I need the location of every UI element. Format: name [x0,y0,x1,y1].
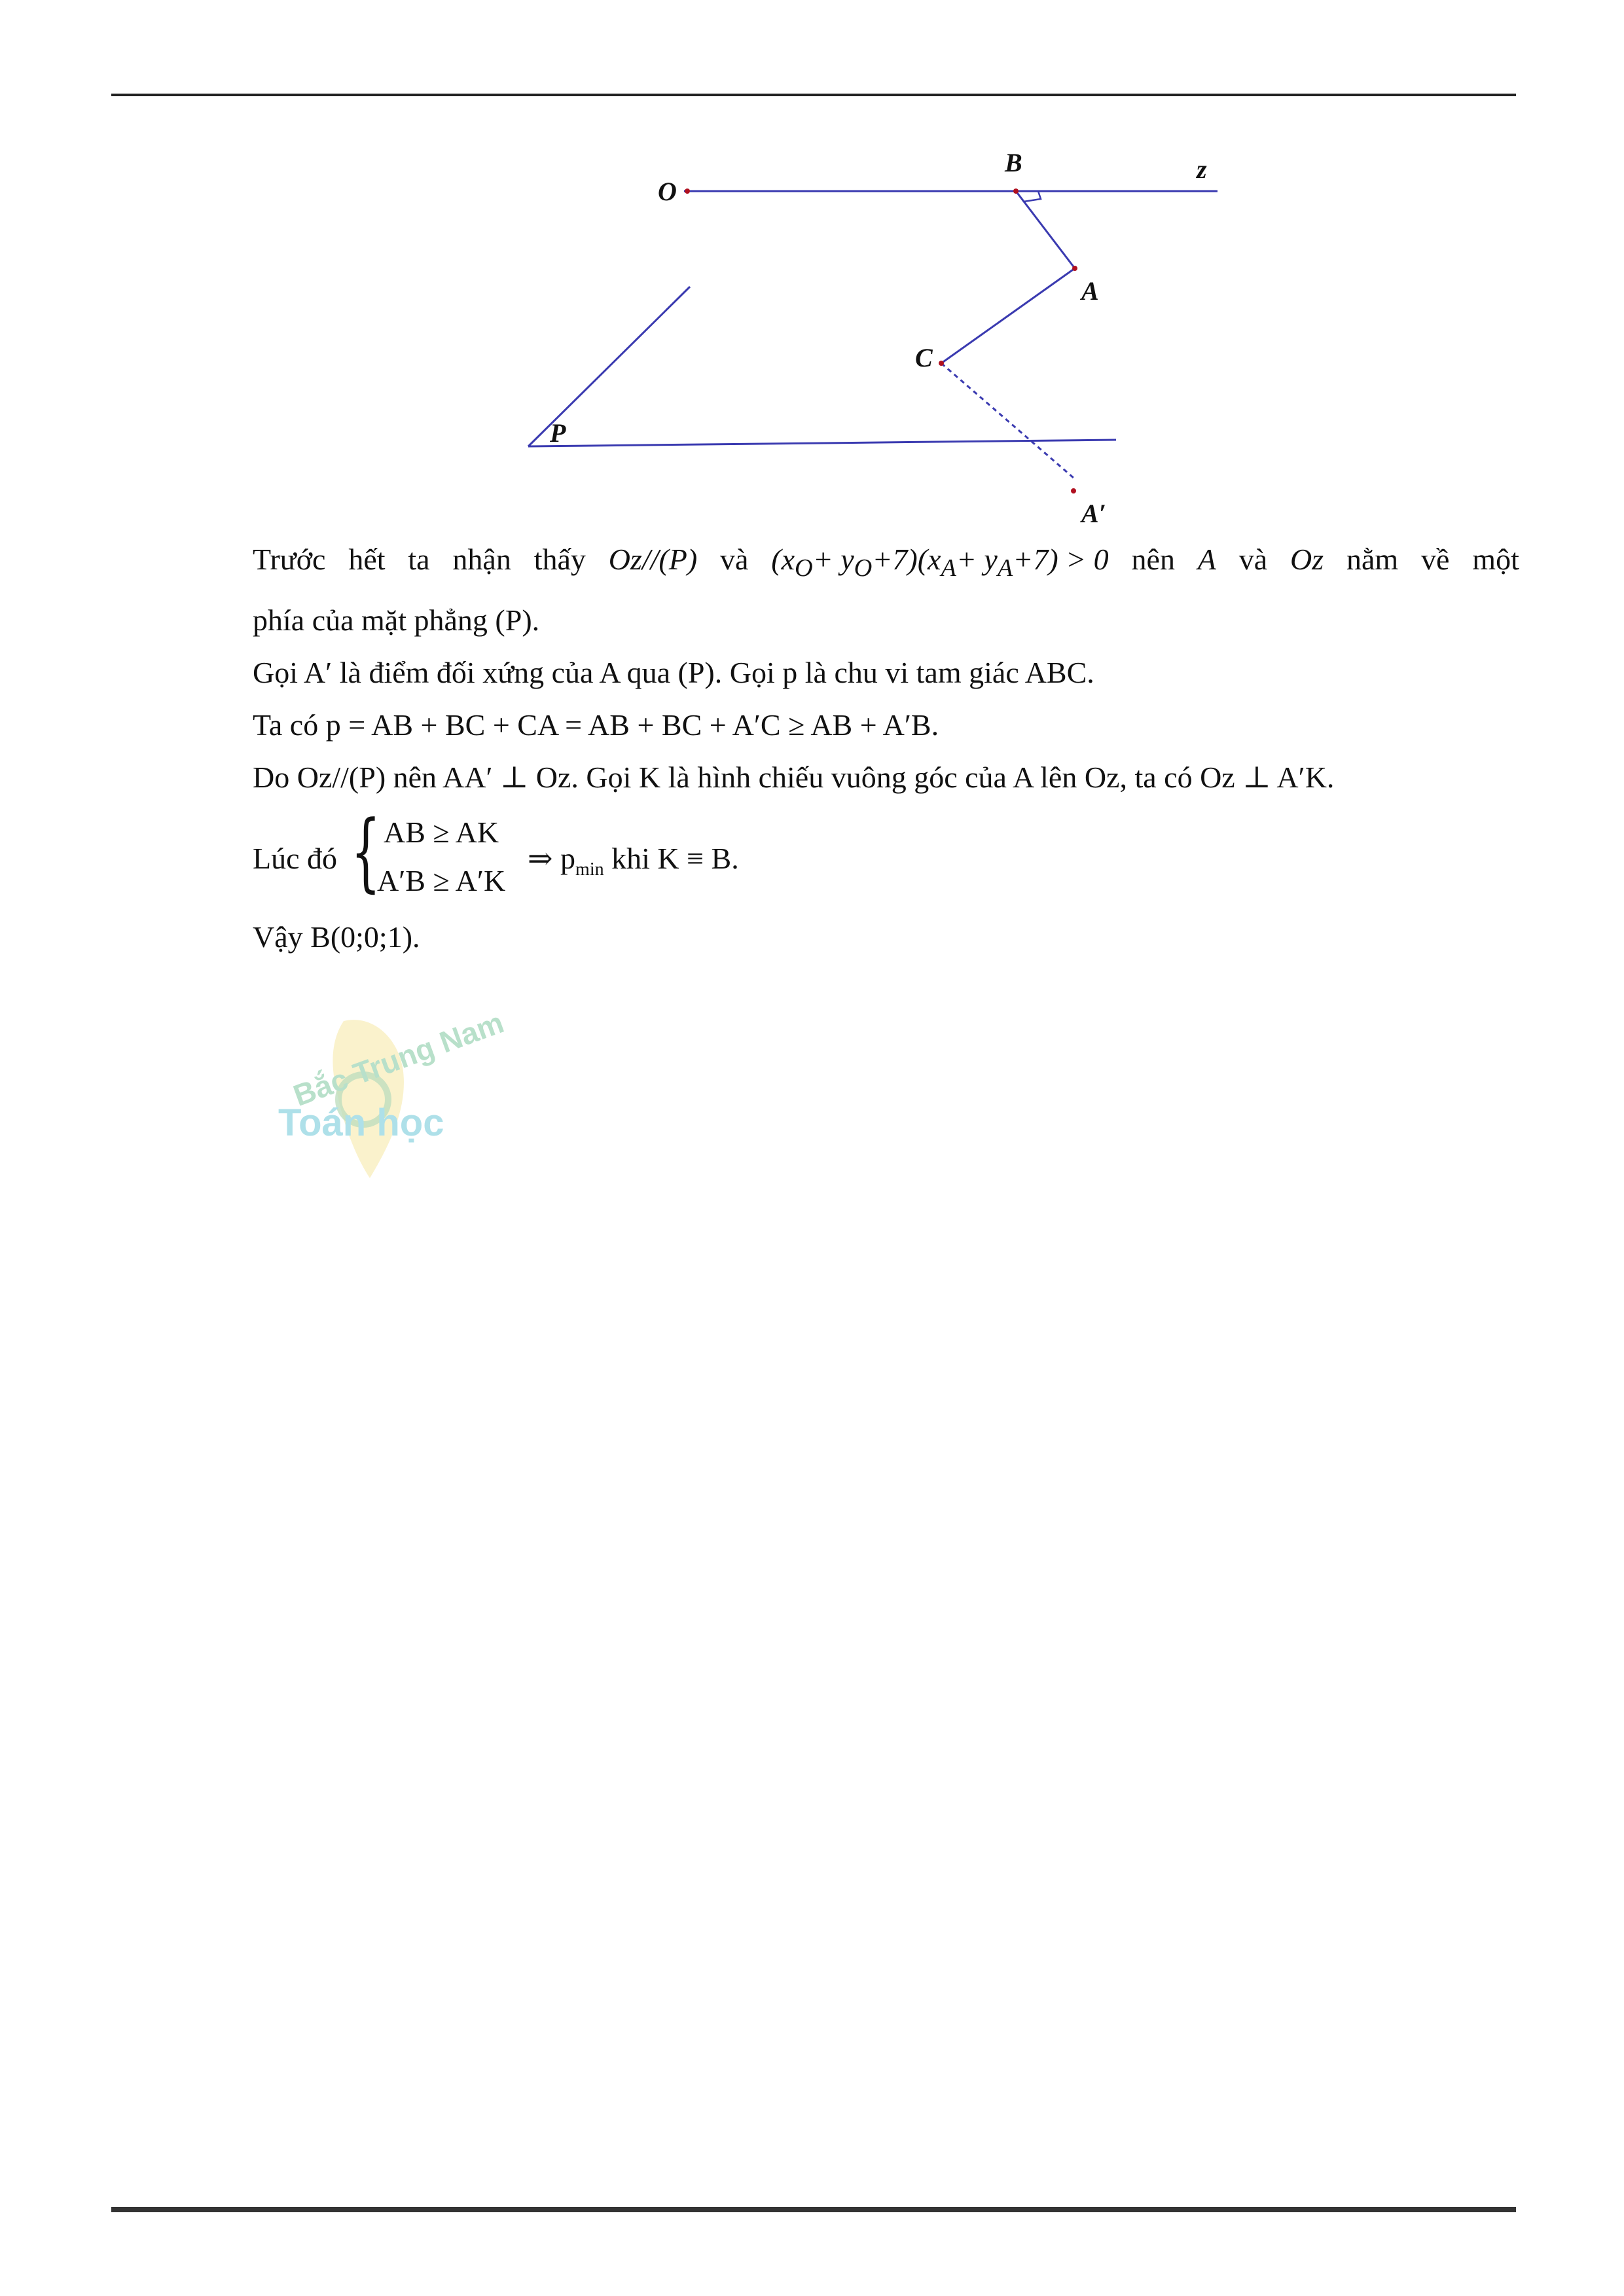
system-brace: { [351,802,381,902]
point-C [939,361,944,366]
figure-svg [497,144,1270,537]
paragraph-6: Vậy B(0;0;1). [253,920,420,954]
plane-P-bottom-edge [528,440,1116,446]
label-P: P [550,418,566,448]
paragraph-1-line-1: Trước hết ta nhận thấy Oz//(P) và $(x_O+ y_O+7)(x_A+ y_A+7) > 0$ nên A và Oz nằm về một [253,543,1519,583]
solution-text [253,533,1519,963]
paragraph-2: Gọi A′ là điểm đối xứng của A qua (P). Gọi p là chu vi tam giác ABC. [253,656,1094,690]
system-row-2: A′B ≥ A′K [377,864,506,898]
label-C: C [915,343,933,372]
paragraph-1-line-2: phía của mặt phẳng (P). [253,603,540,637]
watermark-main-text: Toán học [278,1102,444,1144]
watermark-svg [265,995,509,1191]
label-B: B [1005,148,1022,177]
label-A-prime: A′ [1081,499,1106,528]
paragraph-5-system [253,802,1519,911]
label-z: z [1197,154,1207,184]
segment-CA-prime [941,363,1074,478]
point-A [1072,266,1077,271]
paragraph-3: Ta có p = AB + BC + CA = AB + BC + A′C ≥ AB + A′B. [253,708,939,742]
system-lead: Lúc đó [253,842,338,876]
system-conclusion: ⇒ $p_{min}$ khi K ≡ B. [528,842,739,880]
point-A-prime [1071,488,1076,493]
watermark-logo [265,995,509,1191]
watermark-arc-text: Bắc Trung Nam [289,1005,509,1113]
header-rule [111,94,1516,96]
right-angle-mark [1016,191,1041,202]
segment-AC [941,268,1075,363]
point-B [1013,188,1019,194]
label-O: O [658,177,677,206]
point-O [685,188,690,194]
paragraph-4: Do Oz//(P) nên AA′ ⊥ Oz. Gọi K là hình chiếu vuông góc của A lên Oz, ta có Oz ⊥ A′K. [253,761,1335,795]
system-row-1: AB ≥ AK [384,816,499,850]
geometry-figure [497,144,1270,537]
segment-BA [1016,191,1075,268]
footer-rule [111,2207,1516,2212]
label-A: A [1081,276,1099,306]
